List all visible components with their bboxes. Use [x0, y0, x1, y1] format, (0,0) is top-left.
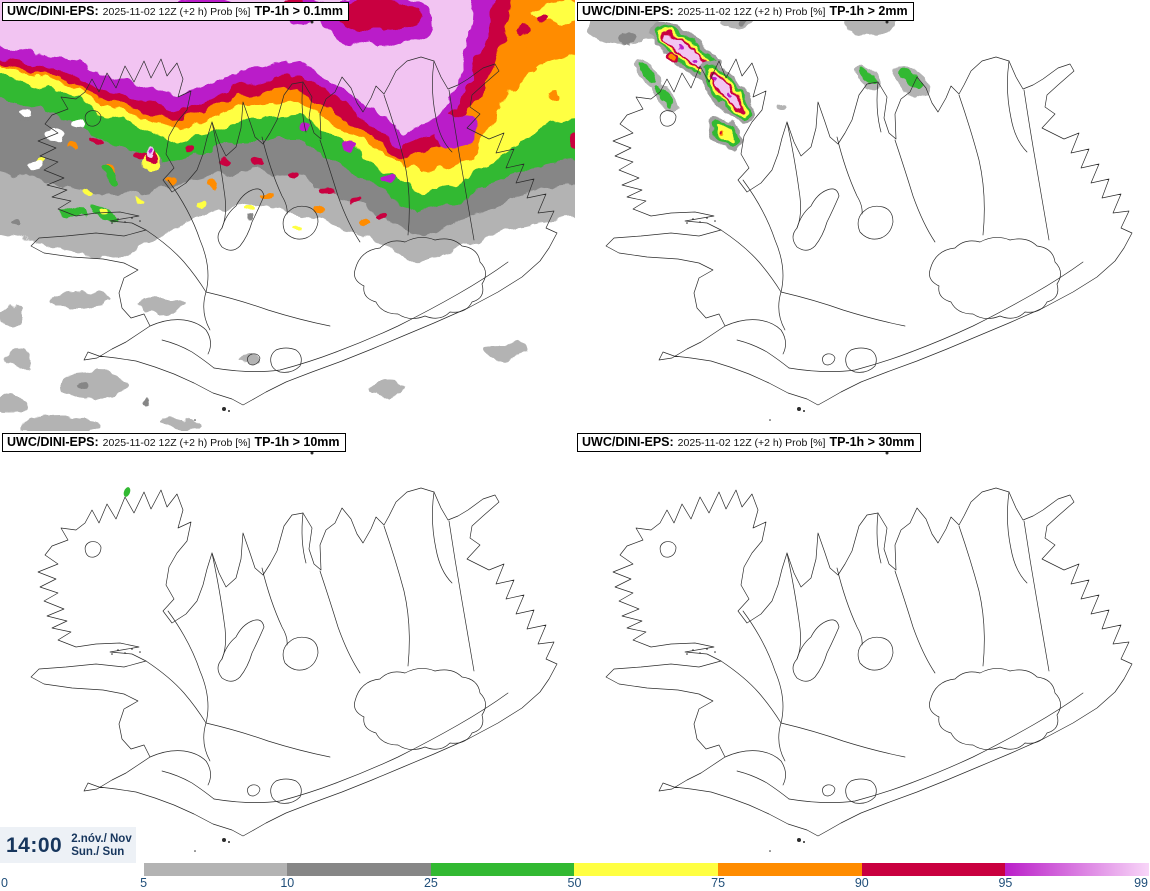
valid-time-box: [0, 827, 136, 864]
threshold-label: TP-1h > 10mm: [254, 435, 340, 449]
map-iceland-prob-2mm: [575, 0, 1150, 431]
model-label: UWC/DINI-EPS:: [7, 435, 99, 449]
panel-title-10mm: [2, 433, 346, 452]
colorbar-segment-90-95: [862, 863, 1006, 876]
map-panel-prob-30mm: [575, 431, 1150, 862]
colorbar-segment-25-50: [431, 863, 575, 876]
run-meta: 2025-11-02 12Z (+2 h) Prob [%]: [102, 437, 251, 449]
valid-date: [71, 833, 132, 858]
colorbar-tick-90: 90: [854, 876, 869, 890]
colorbar-tick-0: 0: [1, 876, 8, 890]
panel-title-30mm: [577, 433, 921, 452]
colorbar-segment-5-10: [144, 863, 288, 876]
run-meta: 2025-11-02 12Z (+2 h) Prob [%]: [677, 437, 826, 449]
colorbar-segment-95-99: [1005, 863, 1149, 876]
map-iceland-prob-30mm: [575, 431, 1150, 862]
colorbar-tick-75: 75: [711, 876, 726, 890]
model-label: UWC/DINI-EPS:: [582, 435, 674, 449]
map-panel-prob-2mm: [575, 0, 1150, 431]
probability-colorbar: [0, 863, 1149, 876]
run-meta: 2025-11-02 12Z (+2 h) Prob [%]: [102, 6, 251, 18]
map-iceland-prob-0p1mm: [0, 0, 575, 431]
map-panel-prob-0p1mm: [0, 0, 575, 431]
run-meta: 2025-11-02 12Z (+2 h) Prob [%]: [677, 6, 826, 18]
colorbar-tick-10: 10: [280, 876, 295, 890]
model-label: UWC/DINI-EPS:: [582, 4, 674, 18]
colorbar-tick-50: 50: [567, 876, 582, 890]
valid-day-line: Sun./ Sun: [71, 845, 125, 858]
colorbar-ticks: [0, 876, 1149, 891]
colorbar-tick-95: 95: [998, 876, 1013, 890]
colorbar-tick-25: 25: [423, 876, 438, 890]
threshold-label: TP-1h > 2mm: [829, 4, 908, 18]
valid-date-line: 2.nóv./ Nov: [71, 833, 132, 845]
threshold-label: TP-1h > 30mm: [829, 435, 915, 449]
panel-title-0p1mm: [2, 2, 349, 21]
map-panel-prob-10mm: [0, 431, 575, 862]
colorbar-segment-0-5: [0, 863, 144, 876]
map-iceland-prob-10mm: [0, 431, 575, 862]
valid-time: 14:00: [6, 833, 63, 857]
colorbar-tick-99: 99: [1134, 876, 1148, 890]
colorbar-segment-75-90: [718, 863, 862, 876]
model-label: UWC/DINI-EPS:: [7, 4, 99, 18]
colorbar-segment-10-25: [287, 863, 431, 876]
panel-title-2mm: [577, 2, 914, 21]
colorbar-segment-50-75: [574, 863, 718, 876]
threshold-label: TP-1h > 0.1mm: [254, 4, 344, 18]
colorbar-tick-5: 5: [140, 876, 148, 890]
